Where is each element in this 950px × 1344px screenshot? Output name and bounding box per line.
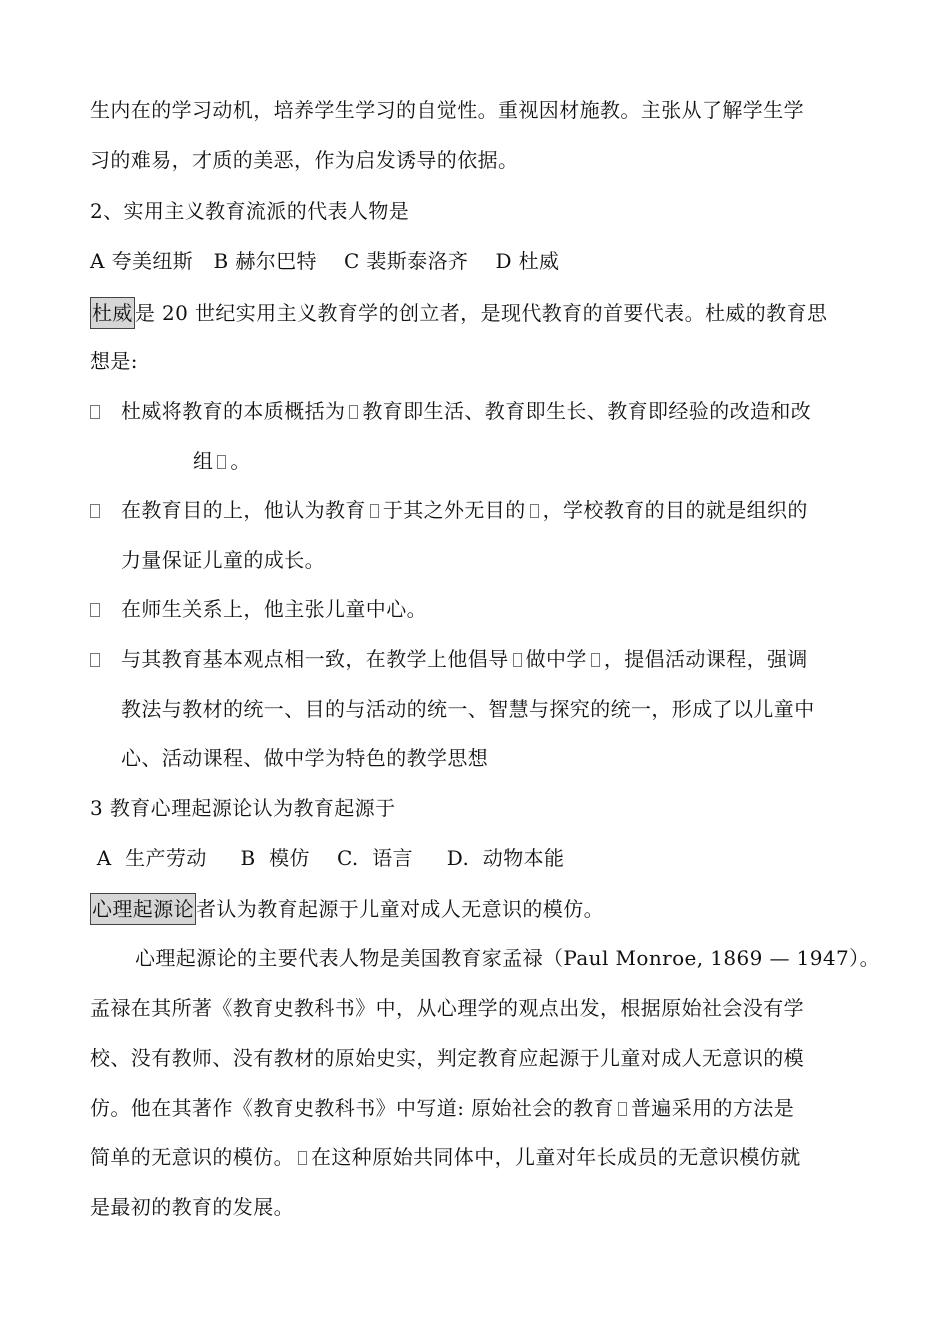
answer-text: 是 20 世纪实用主义教育学的创立者，是现代教育的首要代表。杜威的教育思	[134, 301, 828, 325]
bullet-1-text-a: 杜威将教育的本质概括为	[121, 399, 346, 423]
answer-line-2: 想是:	[90, 349, 138, 373]
bullet-2-text-a: 在教育目的上，他认为教育	[121, 498, 366, 522]
bullet-item-1	[121, 397, 811, 425]
bullet-4-text-b: 做中学	[525, 647, 587, 671]
bullet-icon	[90, 603, 100, 617]
answer-term-highlight: 心理起源论	[90, 893, 196, 925]
answer-text: 者认为教育起源于儿童对成人无意识的模仿。	[196, 897, 604, 921]
question-2: 2、实用主义教育流派的代表人物是	[90, 199, 410, 223]
answer-term-highlight: 杜威	[90, 297, 135, 329]
bullet-item-3: 在师生关系上，他主张儿童中心。	[121, 597, 427, 621]
bullet-item-4	[121, 645, 808, 673]
missing-glyph-icon	[370, 504, 379, 518]
question-3: 3 教育心理起源论认为教育起源于	[90, 796, 396, 820]
paragraph-line-6: 是最初的教育的发展。	[90, 1195, 294, 1219]
bullet-1-text-c: 组	[193, 449, 214, 473]
paragraph-line-2: 孟禄在其所著《教育史教科书》中，从心理学的观点出发，根据原始社会没有学	[90, 996, 804, 1020]
missing-glyph-icon	[618, 1102, 627, 1116]
bullet-icon	[90, 653, 100, 667]
question-3-answer	[90, 893, 604, 925]
missing-glyph-icon	[217, 455, 226, 469]
paragraph-4-text-b: 普遍采用的方法是	[630, 1096, 795, 1120]
bullet-item-2	[121, 496, 808, 524]
bullet-item-2-cont: 力量保证儿童的成长。	[121, 548, 325, 572]
missing-glyph-icon	[349, 405, 358, 419]
bullet-item-4-cont-2: 心、活动课程、做中学为特色的教学思想	[121, 746, 489, 770]
paragraph-5-text-a: 简单的无意识的模仿。	[90, 1145, 294, 1169]
paragraph-5-text-b: 在这种原始共同体中，儿童对年长成员的无意识模仿就	[311, 1145, 801, 1169]
missing-glyph-icon	[591, 653, 600, 667]
bullet-icon	[90, 405, 100, 419]
paragraph-4-text-a: 仿。他在其著作《教育史教科书》中写道: 原始社会的教育	[90, 1096, 614, 1120]
missing-glyph-icon	[530, 504, 539, 518]
bullet-4-text-c: ，提倡活动课程，强调	[603, 647, 808, 671]
missing-glyph-icon	[298, 1151, 307, 1165]
bullet-item-4-cont-1: 教法与教材的统一、目的与活动的统一、智慧与探究的统一，形成了以儿童中	[121, 697, 815, 721]
bullet-2-text-b: 于其之外无目的	[382, 498, 526, 522]
question-2-options: A 夸美纽斯 B 赫尔巴特 C 裴斯泰洛齐 D 杜威	[90, 249, 560, 273]
bullet-icon	[90, 504, 100, 518]
bullet-1-text-b: 教育即生活、教育即生长、教育即经验的改造和改	[362, 399, 812, 423]
bullet-4-text-a: 与其教育基本观点相一致，在教学上他倡导	[121, 647, 509, 671]
bullet-item-1-cont	[193, 447, 251, 475]
paragraph-line-5	[90, 1143, 801, 1171]
intro-line-2: 习的难易，才质的美恶，作为启发诱导的依据。	[90, 148, 519, 172]
question-3-options: A 生产劳动 B 模仿 C. 语言 D. 动物本能	[90, 846, 565, 870]
missing-glyph-icon	[513, 653, 522, 667]
intro-line-1: 生内在的学习动机，培养学生学习的自觉性。重视因材施教。主张从了解学生学	[90, 98, 804, 122]
paragraph-line-4	[90, 1094, 794, 1122]
question-2-answer	[90, 297, 827, 329]
bullet-1-text-d: 。	[230, 449, 251, 473]
paragraph-line-1: 心理起源论的主要代表人物是美国教育家孟禄（Paul Monroe, 1869 — 1947）。	[135, 946, 880, 970]
bullet-2-text-c: ，学校教育的目的就是组织的	[542, 498, 808, 522]
paragraph-line-3: 校、没有教师、没有教材的原始史实，判定教育应起源于儿童对成人无意识的模	[90, 1046, 804, 1070]
